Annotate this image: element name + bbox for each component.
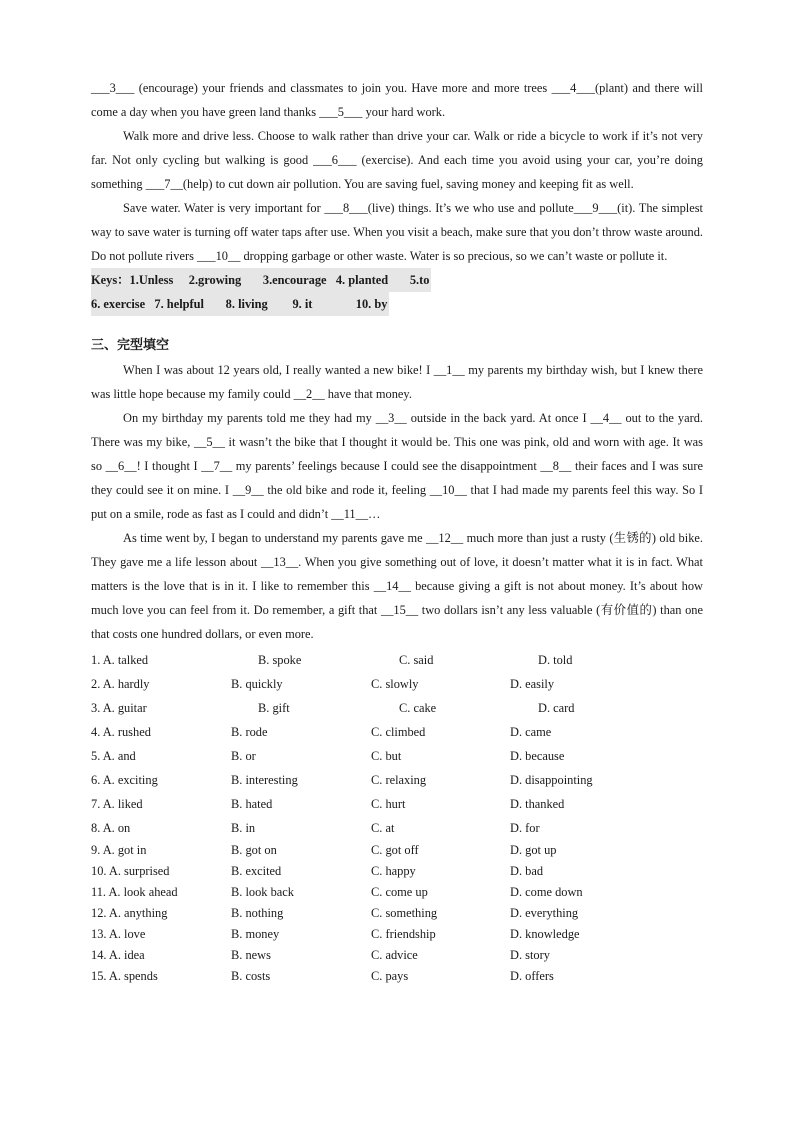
answer-keys-line-2 (91, 292, 703, 316)
option-a: 11. A. look ahead (91, 885, 178, 899)
option-c: C. cake (399, 701, 437, 715)
option-c: C. at (371, 821, 395, 835)
option-b: B. money (231, 927, 280, 941)
option-b: B. hated (231, 797, 273, 811)
cloze-paragraph-3: As time went by, I began to understand my parents gave me __12__ much more than just a rusty (生锈的) old bike. They gave me a life lesson about __13__. When you give something out of love, it doesn’t matter what it is in fact. What matters is the love that is in it. I like to remember this __14__ because giving a gift is not about money. It’s about how much love you can feel from it. Do remember, a gift that __15__ two dollars isn’t any less valuable (有价值的) than one that costs one hundred dollars, or even more. (91, 531, 703, 641)
option-c: C. something (371, 906, 438, 920)
option-d: D. card (538, 701, 575, 715)
section-title-cloze: 三、完型填空 (91, 338, 170, 353)
option-d: D. because (510, 749, 565, 763)
option-b: B. costs (231, 969, 271, 983)
option-a: 13. A. love (91, 927, 146, 941)
option-d: D. got up (510, 843, 557, 857)
option-b: B. news (231, 948, 271, 962)
option-c: C. said (399, 653, 434, 667)
option-a: 2. A. hardly (91, 677, 150, 691)
cloze-options-list (91, 648, 703, 987)
option-c: C. climbed (371, 725, 426, 739)
option-row (91, 744, 703, 768)
option-a: 6. A. exciting (91, 773, 158, 787)
option-b: B. quickly (231, 677, 283, 691)
option-d: D. everything (510, 906, 579, 920)
option-c: C. relaxing (371, 773, 427, 787)
option-b: B. spoke (258, 653, 302, 667)
option-row (91, 816, 703, 840)
option-c: C. friendship (371, 927, 436, 941)
option-row (91, 924, 703, 945)
option-d: D. come down (510, 885, 583, 899)
option-c: C. pays (371, 969, 409, 983)
option-d: D. story (510, 948, 550, 962)
option-row (91, 648, 703, 672)
option-d: D. for (510, 821, 540, 835)
passage-paragraph-water: Save water. Water is very important for ___8___(live) things. It’s we who use and pollute___9___(it). The simplest way to save water is turning off water taps after use. When you visit a beach, make sure that you don’t throw waste around. Do not pollute rivers ___10__ dropping garbage or other waste. Water is so precious, so we can’t waste or pollute it. (91, 201, 703, 263)
option-c: C. hurt (371, 797, 406, 811)
option-d: D. easily (510, 677, 555, 691)
option-a: 5. A. and (91, 749, 136, 763)
option-d: D. disappointing (510, 773, 593, 787)
cloze-paragraph-1: When I was about 12 years old, I really wanted a new bike! I __1__ my parents my birthday wish, but I knew there was little hope because my family could __2__ have that money. (91, 363, 703, 401)
option-a: 12. A. anything (91, 906, 168, 920)
answer-keys-line-1 (91, 268, 703, 292)
option-b: B. look back (231, 885, 294, 899)
option-row (91, 966, 703, 987)
option-row (91, 945, 703, 966)
option-b: B. gift (258, 701, 290, 715)
option-a: 9. A. got in (91, 843, 147, 857)
passage-paragraph-planting: ___3___ (encourage) your friends and classmates to join you. Have more and more trees ___4___(plant) and there will come a day when you have green land thanks ___5___ your hard work. (91, 81, 703, 119)
answer-keys-text-2: 6. exercise 7. helpful 8. living 9. it 10. by (91, 292, 389, 316)
option-d: D. thanked (510, 797, 565, 811)
option-a: 15. A. spends (91, 969, 158, 983)
option-b: B. interesting (231, 773, 298, 787)
option-b: B. excited (231, 864, 282, 878)
option-c: C. slowly (371, 677, 419, 691)
option-b: B. rode (231, 725, 268, 739)
option-d: D. came (510, 725, 552, 739)
option-row (91, 861, 703, 882)
option-d: D. offers (510, 969, 554, 983)
option-row (91, 768, 703, 792)
option-b: B. got on (231, 843, 277, 857)
option-c: C. got off (371, 843, 419, 857)
option-row (91, 792, 703, 816)
option-a: 10. A. surprised (91, 864, 170, 878)
option-b: B. nothing (231, 906, 284, 920)
document-page (91, 76, 703, 987)
option-a: 3. A. guitar (91, 701, 147, 715)
option-a: 7. A. liked (91, 797, 143, 811)
option-row (91, 903, 703, 924)
option-c: C. happy (371, 864, 416, 878)
option-a: 1. A. talked (91, 653, 149, 667)
option-c: C. advice (371, 948, 418, 962)
option-d: D. told (538, 653, 573, 667)
option-b: B. in (231, 821, 256, 835)
cloze-paragraph-2: On my birthday my parents told me they had my __3__ outside in the back yard. At once I __4__ out to the yard. There was my bike, __5__ it wasn’t the bike that I thought it would be. This one was pink, old and worn with age. It was so __6__! I thought I __7__ my parents’ feelings because I could see the disappointment __8__ their faces and I was sure they could see it on mine. I __9__ the old bike and rode it, feeling __10__ that I had made my parents feel this way. So I put on a smile, rode as fast as I could and didn’t __11__… (91, 411, 703, 521)
option-row (91, 840, 703, 861)
option-a: 4. A. rushed (91, 725, 151, 739)
option-b: B. or (231, 749, 256, 763)
option-d: D. knowledge (510, 927, 580, 941)
answer-keys-text-1: Keys：1.Unless 2.growing 3.encourage 4. planted 5.to (91, 268, 431, 292)
option-c: C. come up (371, 885, 428, 899)
option-a: 8. A. on (91, 821, 131, 835)
option-row (91, 882, 703, 903)
option-row (91, 720, 703, 744)
option-a: 14. A. idea (91, 948, 145, 962)
option-row (91, 696, 703, 720)
option-c: C. but (371, 749, 402, 763)
option-d: D. bad (510, 864, 544, 878)
passage-paragraph-walking: Walk more and drive less. Choose to walk rather than drive your car. Walk or ride a bicycle to work if it’s not very far. Not only cycling but walking is good ___6___ (exercise). And each time you avoid using your car, you’re doing something ___7__(help) to cut down air pollution. You are saving fuel, saving money and keeping fit as well. (91, 129, 703, 191)
option-row (91, 672, 703, 696)
